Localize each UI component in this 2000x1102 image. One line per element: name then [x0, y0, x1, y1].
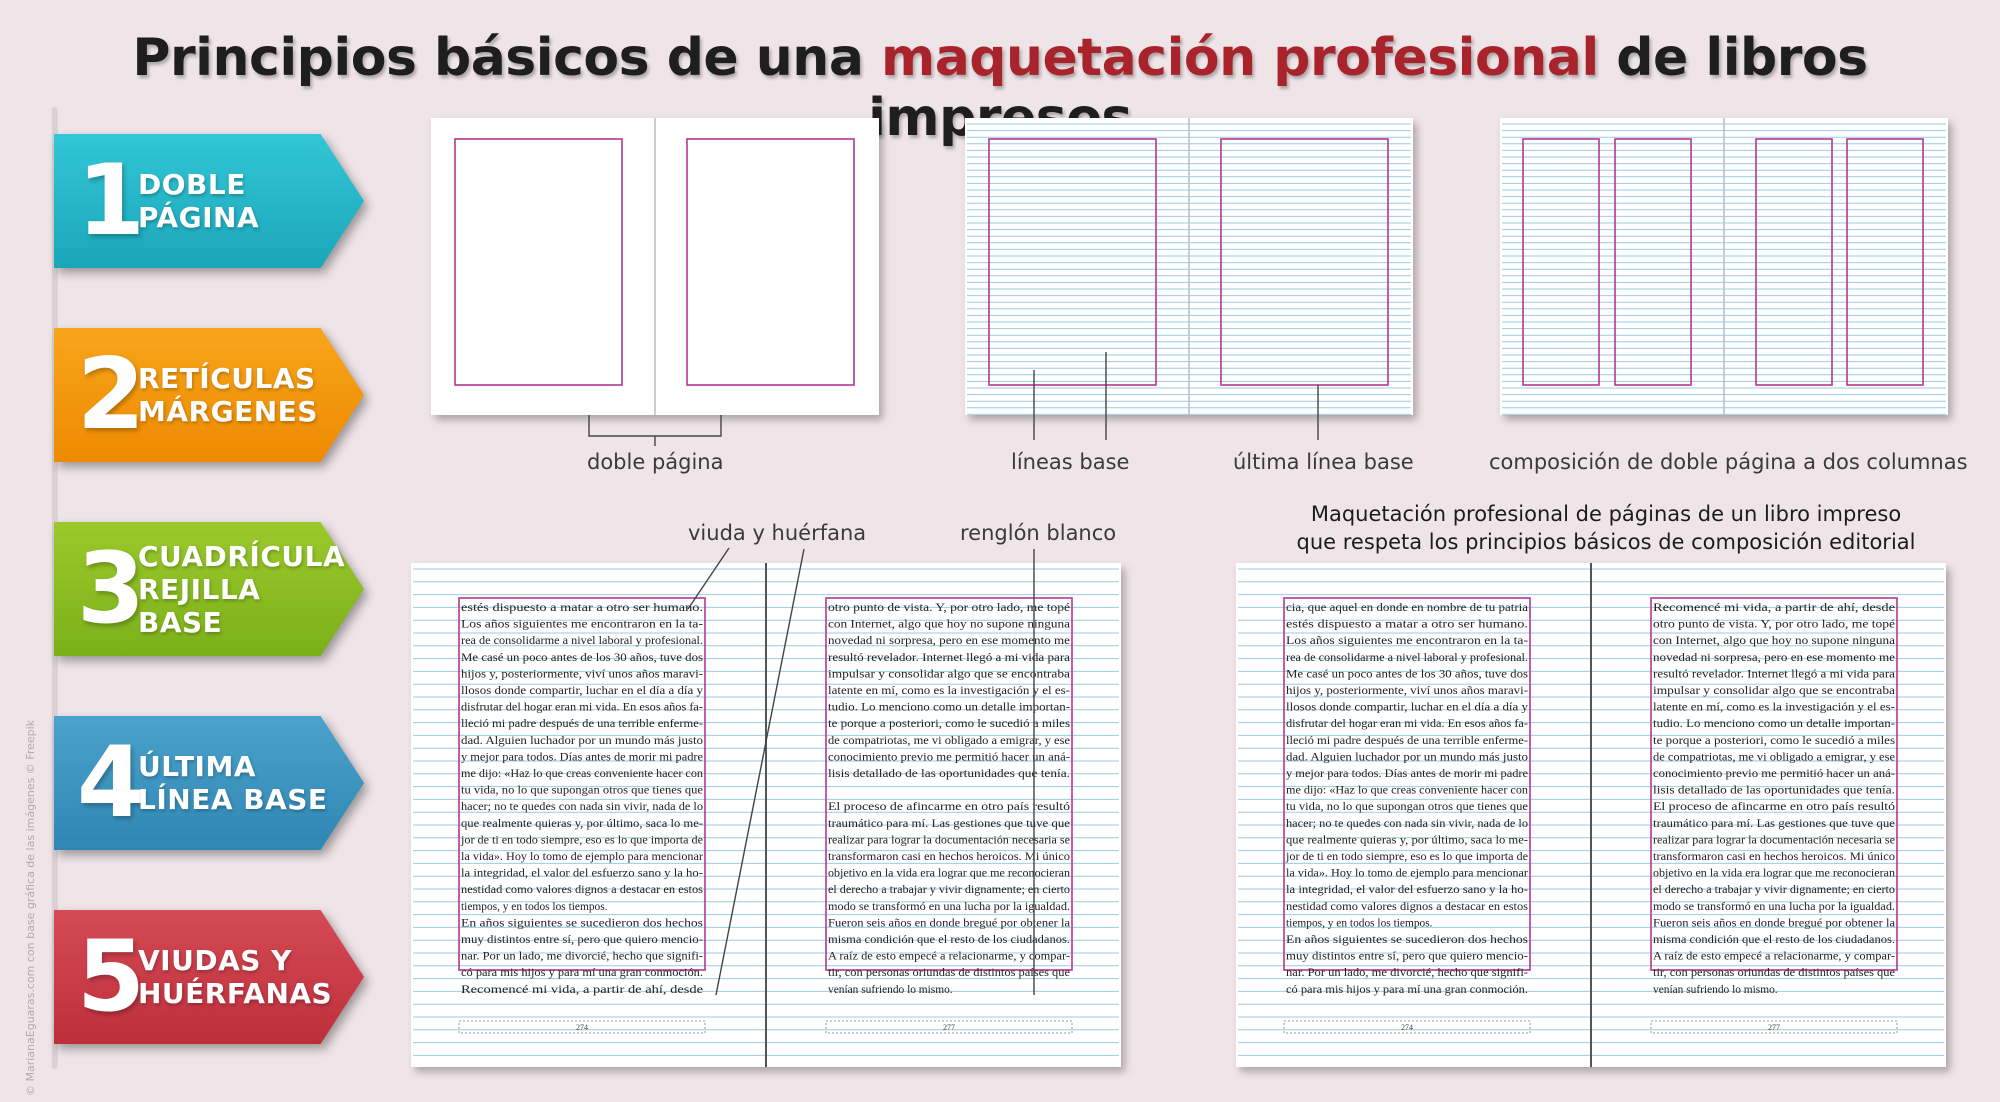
book-widow-example-text-line: A raíz de esto empecé a relacionarme, y compar- [828, 950, 1071, 963]
book-professional-example-text-line: hijos y, posteriormente, viví unos años maravi- [1286, 685, 1529, 697]
book-widow-example-text-line: llosos donde compartir, luchar en el día a día y [461, 685, 704, 697]
book-widow-example-text-line: te porque a posteriori, como le sucedió a miles [828, 718, 1071, 731]
book-professional-example-text-line: me dijo: «Haz lo que creas conveniente hacer con [1286, 784, 1529, 797]
book-widow-example-text-line: hijos y, posteriormente, viví unos años maravi- [461, 668, 704, 681]
book-professional-example-text-line: venían sufriendo lo mismo. [1653, 983, 1778, 996]
book-professional-example-text-line: novedad ni sorpresa, pero en ese momento me [1653, 651, 1895, 664]
banner-4-number: 4 [76, 726, 146, 840]
book-professional-example-text-line: estés dispuesto a matar a otro ser humano. [1286, 618, 1529, 631]
book-professional-example-text-line: conocimiento previo me permitió hacer un aná- [1653, 768, 1896, 780]
book-professional-example-text-line: impulsar y consolidar algo que se encontraba [1653, 685, 1895, 697]
book-widow-example-text-line: estés dispuesto a matar a otro ser humano. [461, 602, 704, 614]
book-professional-example [1236, 563, 1946, 1067]
book-widow-example-text-line: que realmente quieras y, por último, saca lo me- [461, 817, 704, 830]
book-widow-example-text-line: resultó revelador. Internet llegó a mi vida para [828, 651, 1070, 664]
book-widow-example-text-line: la vida». Hoy lo tomo de ejemplo para mencionar [461, 851, 704, 863]
book-widow-example-text-line: nestidad como valores dignos a destacar en estos [461, 884, 704, 897]
book-widow-example [411, 563, 1121, 1067]
book-widow-example-text-line: tiempos, y en todos los tiempos. [461, 900, 608, 913]
book-professional-example-text-line: lleció mi padre después de una terrible enferme- [1286, 734, 1529, 747]
book-widow-example-text-line: En años siguientes se sucedieron dos hechos [461, 917, 704, 930]
book-widow-example-text-line: có para mis hijos y para mí una gran conmoción. [461, 967, 704, 980]
book-professional-example-text-line: traumático para mí. Las gestiones que tuve que [1653, 817, 1895, 830]
book-widow-example-text-line: el derecho a trabajar y vivir dignamente; en cierto [828, 884, 1071, 897]
book-professional-example-text-line: En años siguientes se sucedieron dos hechos [1286, 934, 1529, 946]
spread-dos-columnas [1500, 118, 1948, 415]
banner-1-number: 1 [76, 144, 146, 258]
book-widow-example-text-line: realizar para lograr la documentación necesaria se [828, 834, 1070, 847]
book-professional-example-text-line: lisis detallado de las oportunidades que tenía. [1653, 784, 1896, 797]
book-professional-example-text-line: realizar para lograr la documentación necesaria se [1653, 834, 1895, 847]
book-widow-example-text-line: jor de ti en todo siempre, eso es lo que importa de [459, 834, 703, 847]
banner-2-number: 2 [76, 338, 146, 452]
book-widow-example-text-line: El proceso de afincarme en otro país resultó [828, 801, 1071, 814]
spread-lineas-base [965, 118, 1413, 415]
book-widow-example-text-line: misma condición que el resto de los ciudadanos. [828, 934, 1071, 946]
caption-dos-columnas: composición de doble página a dos columnas [1489, 450, 1968, 474]
title-part-2: de libros [1616, 28, 1868, 88]
book-professional-example-text-line: muy distintos entre sí, pero que quiero mencio- [1286, 950, 1529, 963]
book-professional-example-text-line: latente en mí, como es la investigación y el es- [1653, 701, 1896, 714]
banner-5-line1: VIUDAS Y [138, 944, 292, 977]
book-widow-example-text-line: Recomencé mi vida, a partir de ahí, desde [461, 983, 703, 996]
banner-4-line2: LÍNEA BASE [138, 783, 328, 816]
book-professional-example-text-line: con Internet, algo que hoy no supone ninguna [1653, 635, 1895, 648]
book-widow-example-text-line: con Internet, algo que hoy no supone ninguna [828, 618, 1070, 631]
example-heading-line1: Maquetación profesional de páginas de un libro impreso [1310, 502, 1902, 526]
book-widow-example-text-line: lleció mi padre después de una terrible enferme- [461, 718, 704, 731]
book-professional-example-text-line: te porque a posteriori, como le sucedió a miles [1653, 734, 1896, 747]
book-widow-example-page-number-left: 274 [576, 1023, 588, 1032]
book-widow-example-text-line: dad. Alguien luchador por un mundo más justo [461, 734, 704, 747]
book-professional-example-text-line: Fueron seis años en donde bregué por obtener la [1653, 917, 1895, 930]
book-professional-example-text-line: el derecho a trabajar y vivir dignamente; en cierto [1653, 884, 1896, 897]
book-widow-example-text-line: rea de consolidarme a nivel laboral y profesional. [461, 635, 704, 648]
book-widow-example-text-line: tu vida, no lo que supongan otros que tienes que [461, 784, 703, 797]
book-widow-example-text-line: lisis detallado de las oportunidades que tenía. [828, 768, 1071, 780]
book-professional-example-page-number-right: 277 [1768, 1023, 1780, 1032]
book-professional-example-text-line: la vida». Hoy lo tomo de ejemplo para mencionar [1286, 867, 1529, 880]
caption-doble-pagina: doble página [587, 450, 724, 474]
book-professional-example-text-line: tir, con personas oriundas de distintos países que [1653, 967, 1895, 980]
image-credit: © MarianaEguaras.com con base gráfica de las imágenes © Freepik [24, 719, 37, 1096]
book-professional-example-text-line: nar. Por un lado, me divorcié, hecho que signifi- [1286, 967, 1529, 980]
book-professional-example-text-line: A raíz de esto empecé a relacionarme, y compar- [1653, 950, 1896, 963]
book-widow-example-text-line: impulsar y consolidar algo que se encontraba [828, 668, 1070, 681]
caption-viuda-huerfana: viuda y huérfana [688, 521, 867, 545]
caption-lineas-base: líneas base [1011, 450, 1130, 474]
book-spreads [411, 563, 1946, 1067]
title-part-1: Principios básicos de una [132, 28, 882, 88]
book-widow-example-text-line: la integridad, el valor del esfuerzo sano y la ho- [461, 867, 704, 880]
book-professional-example-text-line: de compatriotas, me vi obligado a emigrar, y ese [1653, 751, 1895, 764]
book-professional-example-text-line: rea de consolidarme a nivel laboral y profesional. [1286, 651, 1529, 664]
book-widow-example-text-line: me dijo: «Haz lo que creas conveniente hacer con [461, 768, 704, 780]
book-widow-example-text-line: disfrutar del hogar eran mi vida. En esos años fa- [461, 701, 704, 714]
book-professional-example-text-line: tiempos, y en todos los tiempos. [1286, 917, 1433, 930]
book-widow-example-text-line: objetivo en la vida era lograr que me reconocieran [828, 867, 1071, 880]
book-widow-example-text-line: otro punto de vista. Y, por otro lado, me topé [828, 602, 1070, 614]
book-professional-example-text-line: jor de ti en todo siempre, eso es lo que importa de [1284, 851, 1528, 863]
book-widow-example-text-line: tir, con personas oriundas de distintos países que [828, 967, 1070, 980]
book-widow-example-text-line: transformaron casi en hechos heroicos. Mi único [828, 851, 1071, 863]
banner-5-line2: HUÉRFANAS [138, 977, 333, 1010]
book-professional-example-text-line: có para mis hijos y para mí una gran conmoción. [1286, 983, 1529, 996]
book-professional-example-text-line: Me casé un poco antes de los 30 años, tuve dos [1286, 668, 1529, 681]
example-heading-line2: que respeta los principios básicos de composición editorial [1296, 530, 1916, 554]
banner-4-line1: ÚLTIMA [138, 750, 256, 783]
book-widow-example-text-line: muy distintos entre sí, pero que quiero mencio- [461, 934, 704, 946]
banner-5-number: 5 [76, 920, 146, 1034]
book-widow-example-text-line: latente en mí, como es la investigación y el es- [828, 685, 1071, 697]
book-professional-example-text-line: dad. Alguien luchador por un mundo más justo [1286, 751, 1529, 764]
book-professional-example-text-line: tudio. Lo menciono como un detalle importan- [1653, 718, 1896, 731]
book-professional-example-text-line: transformaron casi en hechos heroicos. Mi único [1653, 851, 1896, 863]
book-professional-example-text-line: y mejor para todos. Días antes de morir mi padre [1286, 768, 1528, 780]
book-widow-example-text-line: y mejor para todos. Días antes de morir mi padre [461, 751, 703, 764]
banner-3-line1: CUADRÍCULA [138, 539, 346, 573]
book-widow-example-text-line: tudio. Lo menciono como un detalle importan- [828, 701, 1071, 714]
leader-doble-pagina-bracket [589, 415, 721, 436]
book-professional-example-text-line: otro punto de vista. Y, por otro lado, me topé [1653, 618, 1895, 631]
spread-doble-pagina [431, 118, 879, 415]
book-widow-example-text-line: conocimiento previo me permitió hacer un aná- [828, 751, 1071, 764]
book-professional-example-text-line: disfrutar del hogar eran mi vida. En esos años fa- [1286, 718, 1529, 731]
banner-2-line1: RETÍCULAS [138, 362, 316, 395]
banner-2-line2: MÁRGENES [138, 395, 318, 428]
banner-3-number: 3 [76, 532, 146, 646]
book-professional-example-text-line: hacer; no te quedes con nada sin vivir, nada de lo [1286, 817, 1529, 830]
title-highlight: maquetación profesional [881, 28, 1599, 88]
spread-illustrations [431, 118, 1948, 415]
book-widow-example-text-line: venían sufriendo lo mismo. [828, 983, 953, 996]
banner-3-line2: REJILLA BASE [138, 572, 261, 639]
book-professional-example-page-number-left: 274 [1401, 1023, 1413, 1032]
book-widow-example-text-line: Me casé un poco antes de los 30 años, tuve dos [461, 651, 704, 664]
book-professional-example-text-line: Los años siguientes me encontraron en la ta- [1286, 635, 1529, 648]
book-professional-example-text-line: la integridad, el valor del esfuerzo sano y la ho- [1286, 884, 1529, 897]
book-widow-example-text-line: novedad ni sorpresa, pero en ese momento me [828, 635, 1070, 648]
book-widow-example-text-line: de compatriotas, me vi obligado a emigrar, y ese [828, 734, 1070, 747]
book-professional-example-text-line: tu vida, no lo que supongan otros que tienes que [1286, 801, 1528, 814]
book-professional-example-text-line: llosos donde compartir, luchar en el día a día y [1286, 701, 1529, 714]
book-widow-example-text-line: nar. Por un lado, me divorcié, hecho que signifi- [461, 950, 704, 963]
caption-ultima-linea-base: última línea base [1233, 450, 1414, 474]
book-professional-example-text-line: El proceso de afincarme en otro país resultó [1653, 801, 1896, 814]
book-professional-example-text-line: resultó revelador. Internet llegó a mi vida para [1653, 668, 1895, 681]
book-widow-example-text-line: Fueron seis años en donde bregué por obtener la [828, 917, 1070, 930]
book-widow-example-text-line: Los años siguientes me encontraron en la ta- [461, 618, 704, 631]
caption-renglon-blanco: renglón blanco [960, 521, 1117, 545]
book-professional-example-text-line: nestidad como valores dignos a destacar en estos [1286, 900, 1529, 913]
book-widow-example-page-number-right: 277 [943, 1023, 955, 1032]
book-professional-example-text-line: Recomencé mi vida, a partir de ahí, desde [1653, 602, 1895, 614]
book-professional-example-text-line: modo se transformó en una lucha por la igualdad. [1653, 900, 1896, 913]
book-professional-example-text-line: objetivo en la vida era lograr que me reconocieran [1653, 867, 1896, 880]
book-professional-example-text-line: que realmente quieras y, por último, saca lo me- [1286, 834, 1529, 847]
banner-1-line1: DOBLE [138, 168, 246, 201]
book-widow-example-text-line: hacer; no te quedes con nada sin vivir, nada de lo [461, 801, 704, 814]
book-professional-example-text-line: misma condición que el resto de los ciudadanos. [1653, 934, 1896, 946]
book-widow-example-text-line: modo se transformó en una lucha por la igualdad. [828, 900, 1071, 913]
book-professional-example-text-line: cia, que aquel en donde en nombre de tu patria [1286, 602, 1528, 614]
book-widow-example-text-line: traumático para mí. Las gestiones que tuve que [828, 817, 1070, 830]
example-heading [1236, 500, 1976, 556]
banner-1-line2: PÁGINA [138, 201, 260, 234]
